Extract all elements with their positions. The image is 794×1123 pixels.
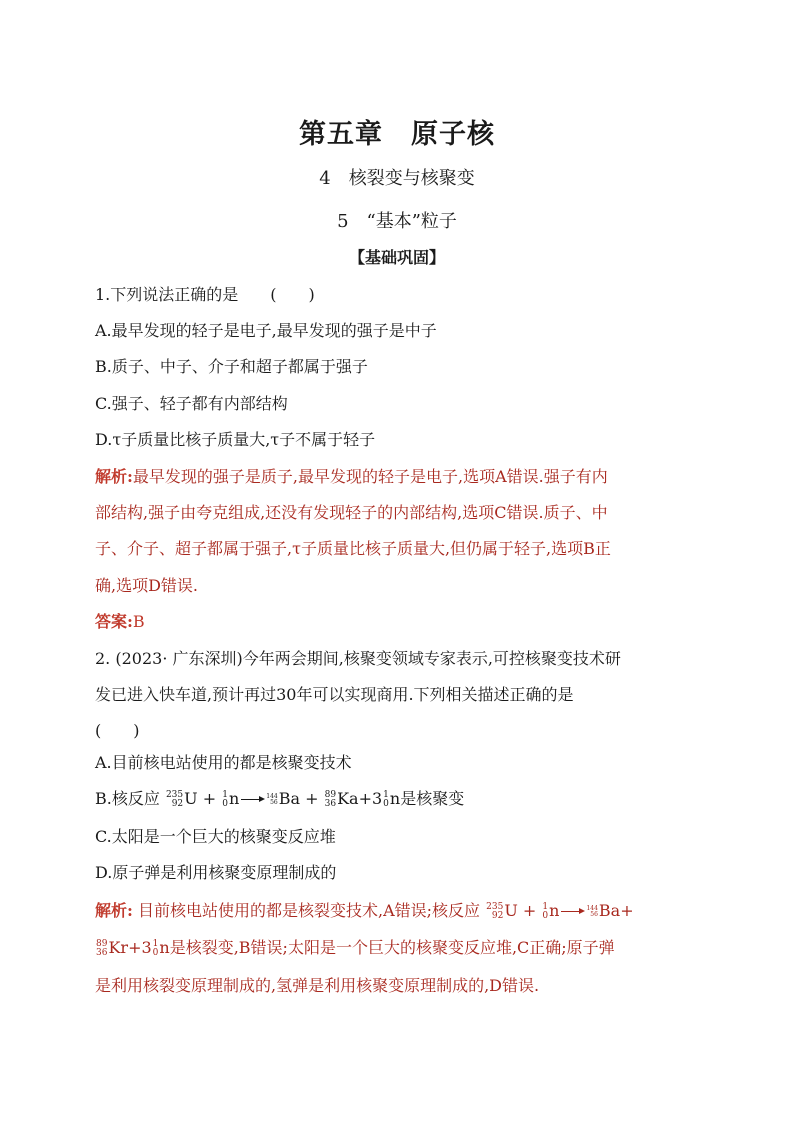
section-tag: 【基础巩固】 — [348, 248, 445, 267]
ka-symbol: Ka — [337, 789, 359, 808]
q2-option-b-prefix: B.核反应 — [95, 789, 160, 808]
neutron-superscripts-2 — [383, 791, 389, 809]
neutron-mass-2: 1 — [383, 789, 389, 800]
q2-stem-line-3: ( ) — [95, 721, 140, 740]
ka-mass: 89 — [324, 789, 337, 800]
q2-option-a: A.目前核电站使用的都是核聚变技术 — [95, 753, 352, 772]
q2-analysis-label: 解析: — [95, 901, 133, 920]
coefficient-three: 3 — [141, 938, 152, 957]
q1-answer-value: B — [132, 612, 145, 631]
plus-sign: + — [202, 789, 217, 808]
u235-charge: 92 — [171, 798, 184, 809]
q2-analysis-text-2: 是核裂变,B错误;太阳是一个巨大的核聚变反应堆,C正确;原子弹 — [169, 938, 615, 957]
neutron-superscripts — [222, 791, 228, 809]
neutron-charge: 0 — [222, 798, 228, 809]
q1-stem: 1.下列说法正确的是 ( ) — [95, 285, 315, 304]
a-barium-mass: 144 — [586, 904, 598, 912]
analysis-reaction-arrow-icon — [561, 911, 583, 912]
neutron-symbol-2: n — [389, 789, 401, 808]
kr-charge: 36 — [96, 947, 108, 958]
a-u235-mass: 235 — [486, 901, 504, 912]
q2-stem-line-1: 2. (2023· 广东深圳)今年两会期间,核聚变领域专家表示,可控核聚变技术研 — [95, 649, 621, 668]
q2-option-d: D.原子弹是利用核聚变原理制成的 — [95, 863, 337, 882]
barium-charge: 56 — [270, 798, 278, 806]
plus-sign: + — [305, 789, 319, 808]
a-neutron-symbol-2: n — [159, 938, 170, 957]
analysis-barium-superscripts — [586, 906, 597, 918]
barium-symbol: Ba — [278, 789, 301, 808]
q1-analysis-line-4: 确,选项D错误. — [95, 576, 199, 595]
q2-analysis-line-3: 是利用核裂变原理制成的,氢弹是利用核聚变原理制成的,D错误. — [95, 976, 540, 995]
analysis-neutron-superscripts-2 — [153, 940, 159, 958]
plus-sign: + — [620, 901, 634, 920]
q2-option-b-suffix: 是核聚变 — [400, 789, 465, 808]
q1-analysis-line-3: 子、介子、超子都属于强子,τ子质量比核子质量大,但仍属于轻子,选项B正 — [95, 539, 611, 558]
analysis-kr-superscripts — [96, 940, 107, 958]
a-u235-charge: 92 — [491, 910, 504, 921]
plus-sign: + — [128, 938, 142, 957]
q1-analysis-text-1: 最早发现的强子是质子,最早发现的轻子是电子,选项A错误.强子有内 — [132, 467, 608, 486]
neutron-symbol: n — [228, 789, 240, 808]
nuclide-u235-superscripts — [166, 791, 183, 809]
reaction-arrow-icon — [241, 799, 263, 800]
q1-option-b: B.质子、中子、介子和超子都属于强子 — [95, 357, 368, 376]
a-neutron-symbol: n — [549, 901, 560, 920]
u235-symbol: U — [184, 789, 198, 808]
analysis-u235-superscripts — [486, 903, 503, 921]
q2-analysis-text-1: 目前核电站使用的都是核裂变技术,A错误;核反应 — [132, 901, 481, 920]
neutron-mass: 1 — [222, 789, 228, 800]
a-neutron-mass-2: 1 — [152, 938, 159, 949]
a-u235-symbol: U — [504, 901, 518, 920]
section-title-basic-particles: 5 “基本”粒子 — [337, 211, 457, 232]
ka-charge: 36 — [324, 798, 337, 809]
q2-analysis-line-1 — [95, 900, 705, 922]
plus-sign: + — [358, 789, 372, 808]
chapter-title: 第五章 原子核 — [299, 119, 495, 150]
a-neutron-charge-2: 0 — [152, 947, 159, 958]
coefficient-three: 3 — [371, 789, 383, 808]
kr-symbol: Kr — [108, 938, 129, 957]
kr-mass: 89 — [96, 938, 108, 949]
ka-superscripts — [325, 791, 336, 809]
a-neutron-mass: 1 — [542, 901, 549, 912]
barium-mass: 144 — [266, 792, 278, 800]
a-barium-charge: 56 — [590, 910, 598, 918]
u235-mass: 235 — [165, 789, 184, 800]
q1-option-d: D.τ子质量比核子质量大,τ子不属于轻子 — [95, 430, 376, 449]
section-title-fission-fusion: 4 核裂变与核聚变 — [319, 168, 475, 189]
q2-analysis-line-2 — [95, 937, 705, 959]
plus-sign: + — [522, 901, 537, 920]
a-neutron-charge: 0 — [542, 910, 549, 921]
q2-option-b — [95, 788, 705, 810]
a-barium-symbol: Ba — [598, 901, 621, 920]
q1-answer-line — [95, 611, 705, 633]
q2-stem-line-2: 发已进入快车道,预计再过30年可以实现商用.下列相关描述正确的是 — [95, 685, 574, 704]
q1-analysis-line-2: 部结构,强子由夸克组成,还没有发现轻子的内部结构,选项C错误.质子、中 — [95, 503, 608, 522]
q1-answer-label: 答案: — [95, 612, 133, 631]
q1-option-a: A.最早发现的轻子是电子,最早发现的强子是中子 — [95, 321, 437, 340]
q1-analysis-label: 解析: — [95, 467, 133, 486]
neutron-charge-2: 0 — [383, 798, 389, 809]
barium-superscripts — [266, 794, 277, 806]
analysis-neutron-superscripts — [542, 903, 548, 921]
q1-option-c: C.强子、轻子都有内部结构 — [95, 394, 288, 413]
q2-option-c: C.太阳是一个巨大的核聚变反应堆 — [95, 827, 336, 846]
q1-analysis-line-1 — [95, 466, 705, 488]
